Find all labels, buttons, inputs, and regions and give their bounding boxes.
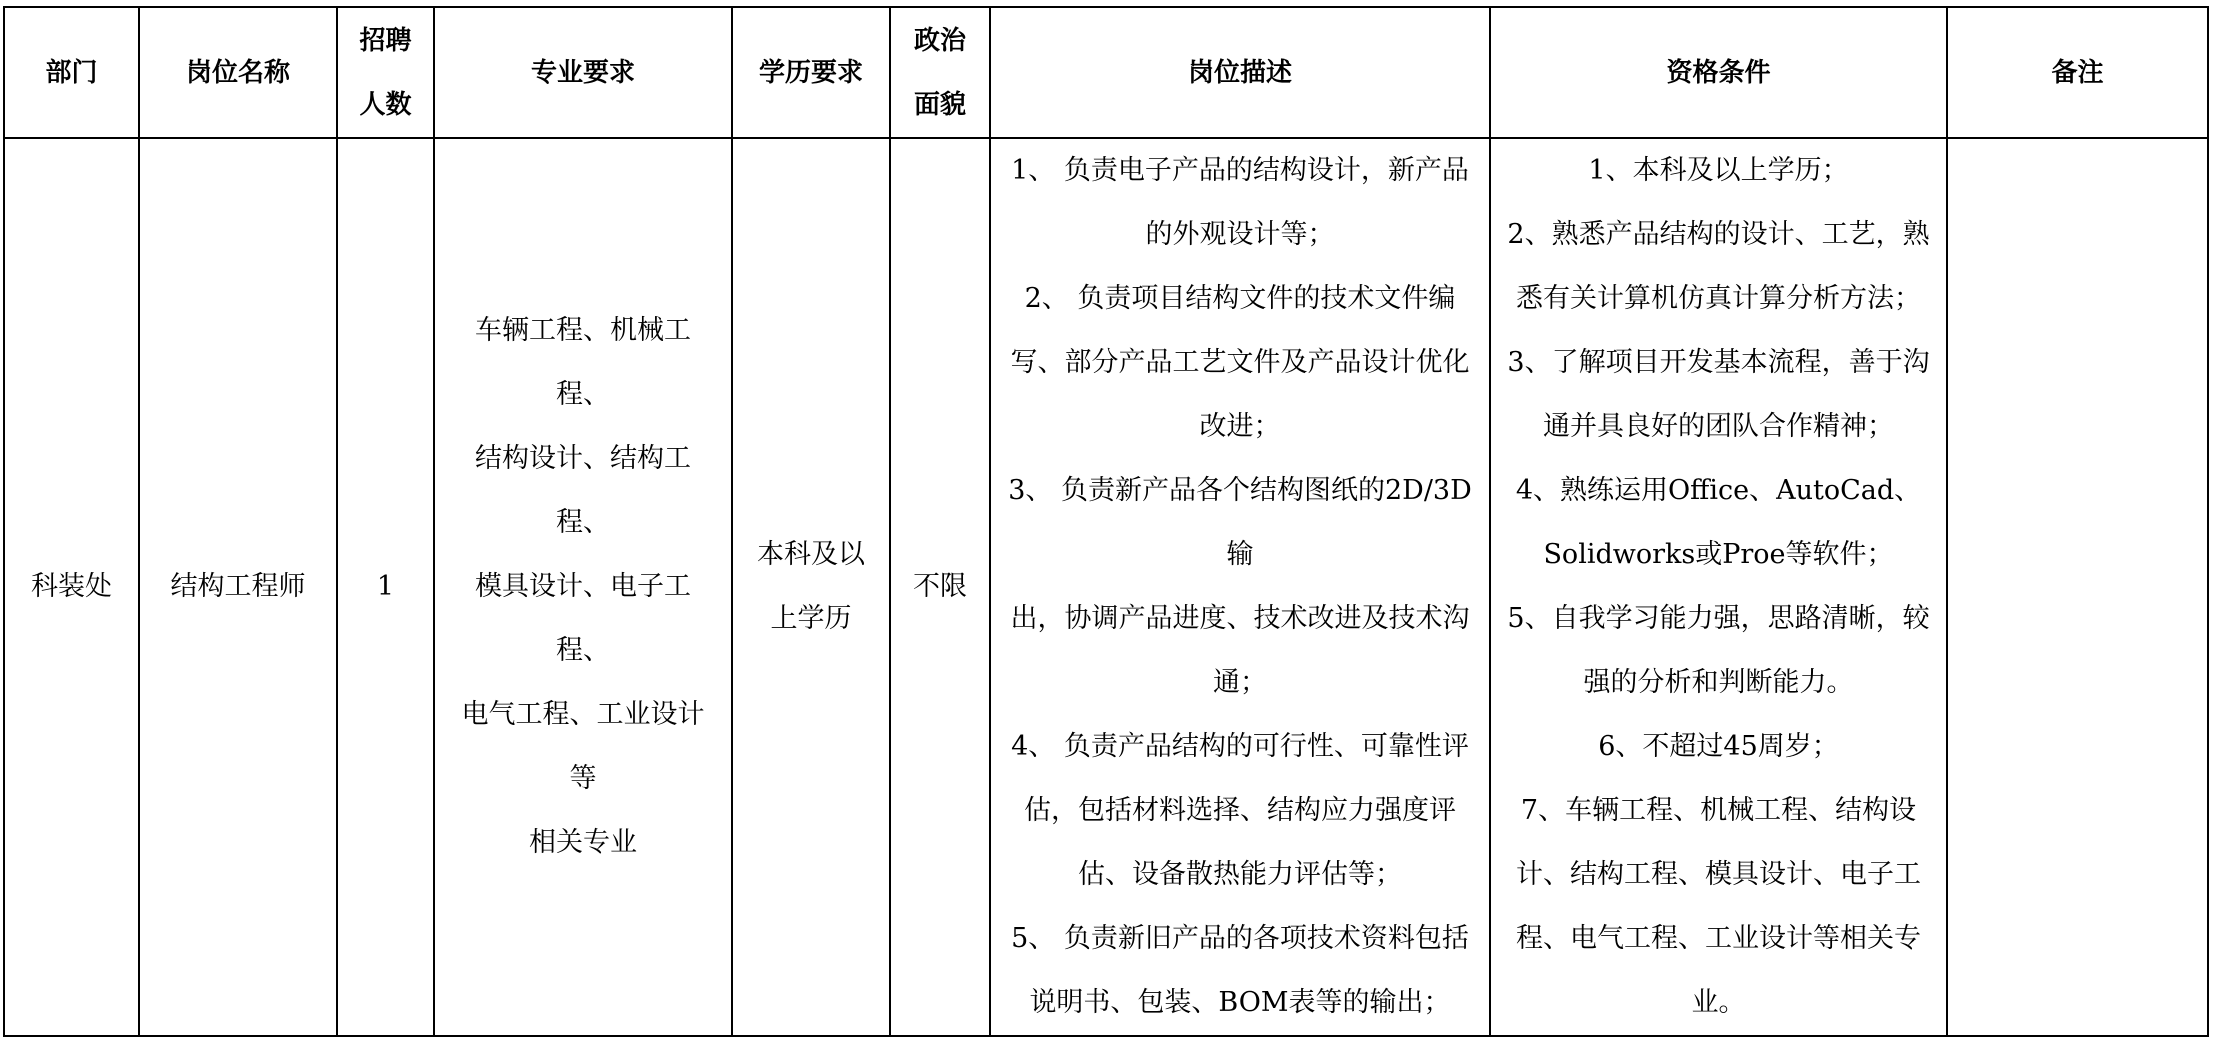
header-education: 学历要求 (732, 7, 890, 138)
qualification-line: 业。 (1691, 987, 1746, 1018)
header-notes: 备注 (1947, 7, 2208, 138)
education-line: 本科及以 (757, 539, 865, 570)
qualification-line: 强的分析和判断能力。 (1583, 667, 1854, 698)
qualification-line: 1、本科及以上学历； (1588, 155, 1849, 186)
description-line: 估，包括材料选择、结构应力强度评 (1024, 795, 1456, 826)
table-row (4, 138, 2208, 1036)
header-political-line1: 政治 (913, 25, 966, 56)
header-political-line2: 面貌 (913, 89, 966, 120)
cell-department: 科装处 (4, 138, 139, 1036)
cell-political: 不限 (890, 138, 990, 1036)
description-line: 2、 负责项目结构文件的技术文件编 (1024, 283, 1456, 314)
description-line: 4、 负责产品结构的可行性、可靠性评 (1011, 731, 1469, 762)
cell-position: 结构工程师 (139, 138, 337, 1036)
cell-education (732, 138, 890, 1036)
cell-notes (1947, 138, 2208, 1036)
education-line: 上学历 (770, 603, 852, 634)
qualification-line: 计、结构工程、模具设计、电子工 (1516, 859, 1921, 890)
cell-major (434, 138, 732, 1036)
description-line: 的外观设计等； (1145, 219, 1335, 250)
description-line: 通； (1213, 667, 1267, 698)
header-headcount-line1: 招聘 (359, 25, 412, 56)
qualification-line: 3、了解项目开发基本流程，善于沟 (1507, 347, 1930, 378)
description-line: 5、 负责新旧产品的各项技术资料包括 (1011, 923, 1469, 954)
table-header-row (4, 7, 2208, 138)
qualification-line: 2、熟悉产品结构的设计、工艺，熟 (1507, 219, 1930, 250)
major-line: 模具设计、电子工程、 (475, 571, 691, 666)
qualification-line: 悉有关计算机仿真计算分析方法； (1516, 283, 1921, 314)
cell-description (990, 138, 1490, 1036)
description-line: 出，协调产品进度、技术改进及技术沟 (1010, 603, 1470, 634)
cell-headcount: 1 (337, 138, 434, 1036)
description-line: 估、设备散热能力评估等； (1078, 859, 1402, 890)
qualification-line: 6、不超过45周岁； (1598, 731, 1839, 762)
header-headcount-line2: 人数 (359, 89, 412, 120)
header-department: 部门 (4, 7, 139, 138)
qualification-line: Solidworks或Proe等软件； (1543, 539, 1894, 570)
qualification-line: 4、熟练运用Office、AutoCad、 (1515, 475, 1922, 506)
description-line: 改进； (1199, 411, 1281, 442)
header-political (890, 7, 990, 138)
qualification-line: 7、车辆工程、机械工程、结构设 (1520, 795, 1917, 826)
description-line: 写、部分产品工艺文件及产品设计优化 (1010, 347, 1470, 378)
header-description: 岗位描述 (990, 7, 1490, 138)
qualification-line: 5、自我学习能力强，思路清晰，较 (1507, 603, 1930, 634)
major-line: 车辆工程、机械工程、 (475, 315, 691, 410)
cell-qualifications (1490, 138, 1947, 1036)
header-headcount (337, 7, 434, 138)
major-line: 电气工程、工业设计等 (461, 699, 705, 794)
description-line: 说明书、包装、BOM表等的输出； (1029, 987, 1451, 1018)
header-major: 专业要求 (434, 7, 732, 138)
header-qualifications: 资格条件 (1490, 7, 1947, 138)
major-line: 结构设计、结构工程、 (475, 443, 691, 538)
qualification-line: 程、电气工程、工业设计等相关专 (1516, 923, 1921, 954)
recruitment-table (3, 6, 2209, 1037)
header-position: 岗位名称 (139, 7, 337, 138)
major-line: 相关专业 (529, 827, 637, 858)
description-line: 3、 负责新产品各个结构图纸的2D/3D输 (1008, 475, 1472, 570)
description-line: 1、 负责电子产品的结构设计，新产品 (1011, 155, 1469, 186)
qualification-line: 通并具良好的团队合作精神； (1543, 411, 1894, 442)
